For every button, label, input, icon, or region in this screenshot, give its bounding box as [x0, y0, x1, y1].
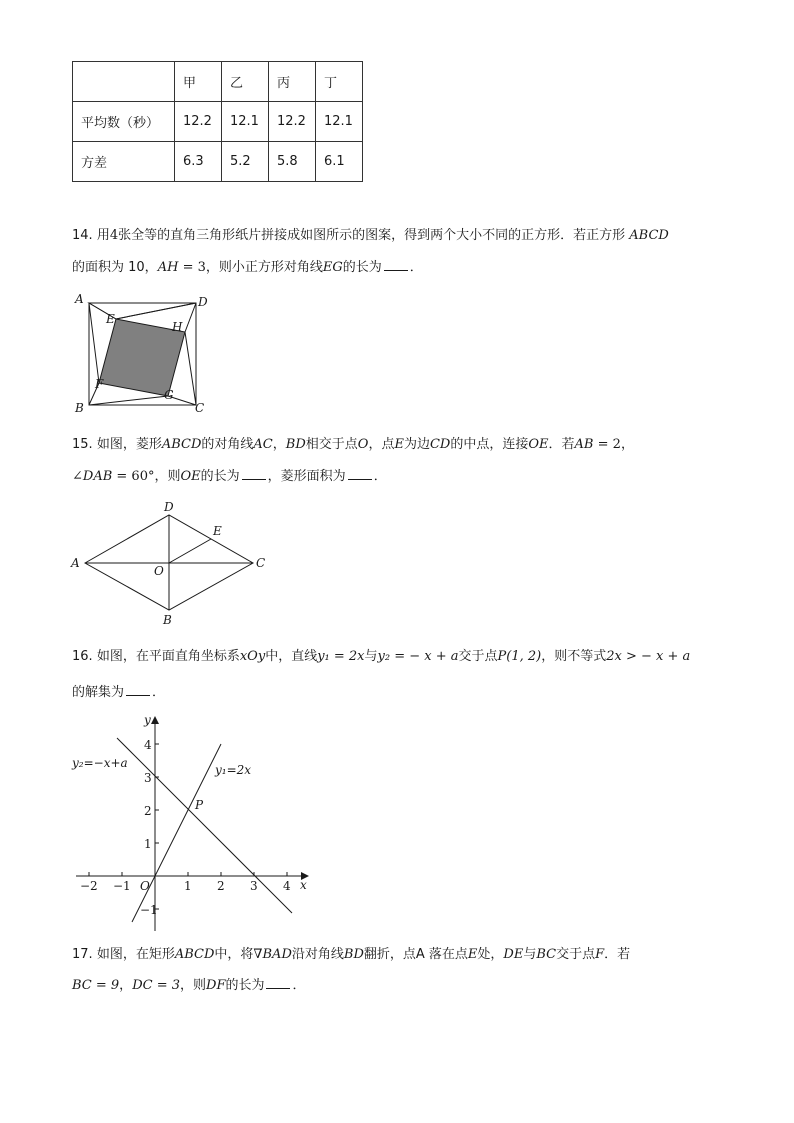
q15-e: E [394, 437, 404, 452]
table-cell: 5.2 [222, 142, 269, 182]
q15-text: ， [272, 437, 286, 452]
x-tick-label: 4 [283, 879, 291, 893]
point-p-label: P [195, 798, 204, 812]
answer-blank[interactable] [266, 977, 290, 989]
q17-text: 翻折，点A 落在点 [363, 947, 468, 962]
label-e: E [106, 312, 115, 326]
q16-text: 如图，在平面直角坐标系 [96, 649, 240, 664]
x-axis-label: x [300, 878, 307, 892]
q15-text: 如图，菱形 [96, 437, 162, 452]
segment-de [116, 303, 196, 319]
x-tick-label: 3 [250, 879, 258, 893]
q17-dc-eq: DC = 3 [132, 978, 180, 993]
q14-number: 14. [72, 228, 93, 243]
segment-oe [169, 539, 211, 563]
q15-oe: OE [528, 437, 549, 452]
y2-label: y₂=−x+a [72, 756, 128, 770]
label-e: E [213, 524, 222, 538]
q17-text: 与 [523, 947, 537, 962]
y-tick-label: 3 [144, 771, 152, 785]
table-cell: 12.1 [222, 102, 269, 142]
q16-end: ． [152, 685, 166, 700]
q15-figure [68, 497, 278, 629]
q17-line1 [72, 947, 630, 963]
q16-point-p: P(1, 2) [497, 649, 542, 664]
q14-text: 张全等的直角三角形纸片拼接成如图所示的图案，得到两个大小不同的正方形．若正方形 [118, 228, 626, 243]
q17-de: DE [503, 947, 524, 962]
q16-graph [68, 709, 328, 939]
label-f: F [95, 377, 104, 391]
q17-end: ． [292, 978, 306, 993]
label-a: A [75, 292, 84, 306]
q17-e: E [467, 947, 478, 962]
q15-eq: = 60° [116, 469, 155, 484]
q17-text: 处， [477, 947, 504, 962]
q14-count: 4 [109, 228, 119, 243]
q15-bd: BD [285, 437, 306, 452]
y1-label: y₁=2x [215, 763, 252, 777]
q15-text: ，则 [154, 469, 181, 484]
x-tick-label: 1 [184, 879, 192, 893]
stats-table [72, 61, 363, 182]
table-header-row [73, 62, 363, 102]
answer-blank[interactable] [348, 468, 372, 480]
table-row [73, 142, 363, 182]
q14-text: 用 [96, 228, 110, 243]
q16-text: 的解集为 [72, 685, 125, 700]
x-tick-label: −1 [113, 879, 131, 893]
q14-eg: EG [322, 260, 343, 275]
q16-inequality: 2x > − x + a [606, 649, 691, 664]
q15-end: ． [373, 469, 387, 484]
q15-text: ， [620, 437, 634, 452]
q17-text: ，则 [180, 978, 207, 993]
q17-text: 如图，在矩形 [96, 947, 175, 962]
q15-text: 的对角线 [201, 437, 254, 452]
table-cell: 6.1 [316, 142, 363, 182]
table-row [73, 102, 363, 142]
q14-eq: = 3 [182, 260, 206, 275]
q16-y2-eq: y₂ = − x + a [377, 649, 459, 664]
q15-line2 [72, 468, 387, 485]
label-o: O [154, 564, 164, 578]
q15-o: O [357, 437, 369, 452]
q17-line2 [72, 977, 306, 994]
q14-text: 的长为 [342, 260, 382, 275]
q17-text: 交于点 [556, 947, 596, 962]
label-d: D [164, 500, 174, 514]
table-cell: 12.1 [316, 102, 363, 142]
answer-blank[interactable] [126, 684, 150, 696]
q17-bd: BD [343, 947, 364, 962]
q14-line2 [72, 259, 423, 276]
x-tick-label: −2 [80, 879, 98, 893]
q16-text: 与 [364, 649, 378, 664]
segment-ch [185, 332, 196, 405]
table-row-label: 平均数（秒） [73, 102, 175, 142]
q15-eq: = 2 [597, 437, 621, 452]
q17-triangle: ∇BAD [253, 947, 292, 962]
q15-angle: ∠DAB [72, 469, 113, 484]
origin-label: O [140, 879, 150, 893]
q16-text: 中，直线 [265, 649, 318, 664]
q16-line2 [72, 684, 165, 701]
q17-abcd: ABCD [174, 947, 215, 962]
table-header-cell [73, 62, 175, 102]
q17-text: 的长为 [225, 978, 265, 993]
y-ticks [155, 744, 159, 909]
q16-text: 交于点 [458, 649, 498, 664]
x-ticks [89, 872, 287, 876]
label-d: D [198, 295, 208, 309]
q15-ab: AB [574, 437, 594, 452]
q16-number: 16. [72, 649, 93, 664]
x-tick-label: 2 [217, 879, 225, 893]
q14-figure [72, 292, 212, 416]
segment-bg [89, 396, 168, 405]
segment-dh [185, 303, 196, 332]
table-header-cell: 甲 [175, 62, 222, 102]
answer-blank[interactable] [242, 468, 266, 480]
label-a: A [71, 556, 80, 570]
q17-bc-eq: BC = 9 [72, 978, 120, 993]
q15-text: 的中点，连接 [450, 437, 529, 452]
q15-text: ，点 [368, 437, 395, 452]
q15-text: 为边 [403, 437, 430, 452]
label-b: B [75, 401, 84, 415]
y-tick-label: 1 [144, 837, 152, 851]
q14-end: ． [409, 260, 423, 275]
y-tick-label: 2 [144, 804, 152, 818]
table-row-label: 方差 [73, 142, 175, 182]
y-tick-label: −1 [140, 903, 158, 917]
q16-y1-eq: y₁ = 2x [317, 649, 365, 664]
table-header-cell: 丙 [269, 62, 316, 102]
label-c: C [256, 556, 266, 570]
q16-line1 [72, 649, 690, 665]
q17-text: ．若 [604, 947, 631, 962]
q15-abcd: ABCD [161, 437, 202, 452]
table-cell: 5.8 [269, 142, 316, 182]
q16-xoy: xOy [239, 649, 266, 664]
label-g: G [164, 388, 174, 402]
q17-text: 沿对角线 [291, 947, 344, 962]
label-h: H [172, 320, 183, 334]
q14-square-abcd: ABCD [629, 228, 669, 243]
label-c: C [195, 401, 205, 415]
q15-oe: OE [180, 469, 201, 484]
q15-ac: AC [253, 437, 273, 452]
q15-line1 [72, 437, 634, 453]
answer-blank[interactable] [384, 259, 408, 271]
q17-text: ， [119, 978, 133, 993]
q14-text: 的面积为 10， [72, 260, 158, 275]
q15-cd: CD [429, 437, 451, 452]
q17-f: F [595, 947, 605, 962]
q16-text: ，则不等式 [541, 649, 607, 664]
q14-ah: AH [157, 260, 179, 275]
q14-text: ，则小正方形对角线 [205, 260, 323, 275]
q17-bc: BC [536, 947, 557, 962]
y-axis-label: y [144, 713, 151, 727]
label-b: B [163, 613, 172, 627]
q15-text: 相交于点 [305, 437, 358, 452]
q17-number: 17. [72, 947, 93, 962]
table-header-cell: 乙 [222, 62, 269, 102]
q15-text: ．若 [548, 437, 575, 452]
q15-text: ，菱形面积为 [267, 469, 346, 484]
q14-line1 [72, 228, 669, 244]
table-header-cell: 丁 [316, 62, 363, 102]
q15-text: 的长为 [200, 469, 240, 484]
y-tick-label: 4 [144, 738, 152, 752]
q17-df: DF [206, 978, 226, 993]
q17-text: 中，将 [214, 947, 254, 962]
table-cell: 12.2 [175, 102, 222, 142]
q15-number: 15. [72, 437, 93, 452]
table-cell: 12.2 [269, 102, 316, 142]
table-cell: 6.3 [175, 142, 222, 182]
segment-af [89, 303, 99, 383]
